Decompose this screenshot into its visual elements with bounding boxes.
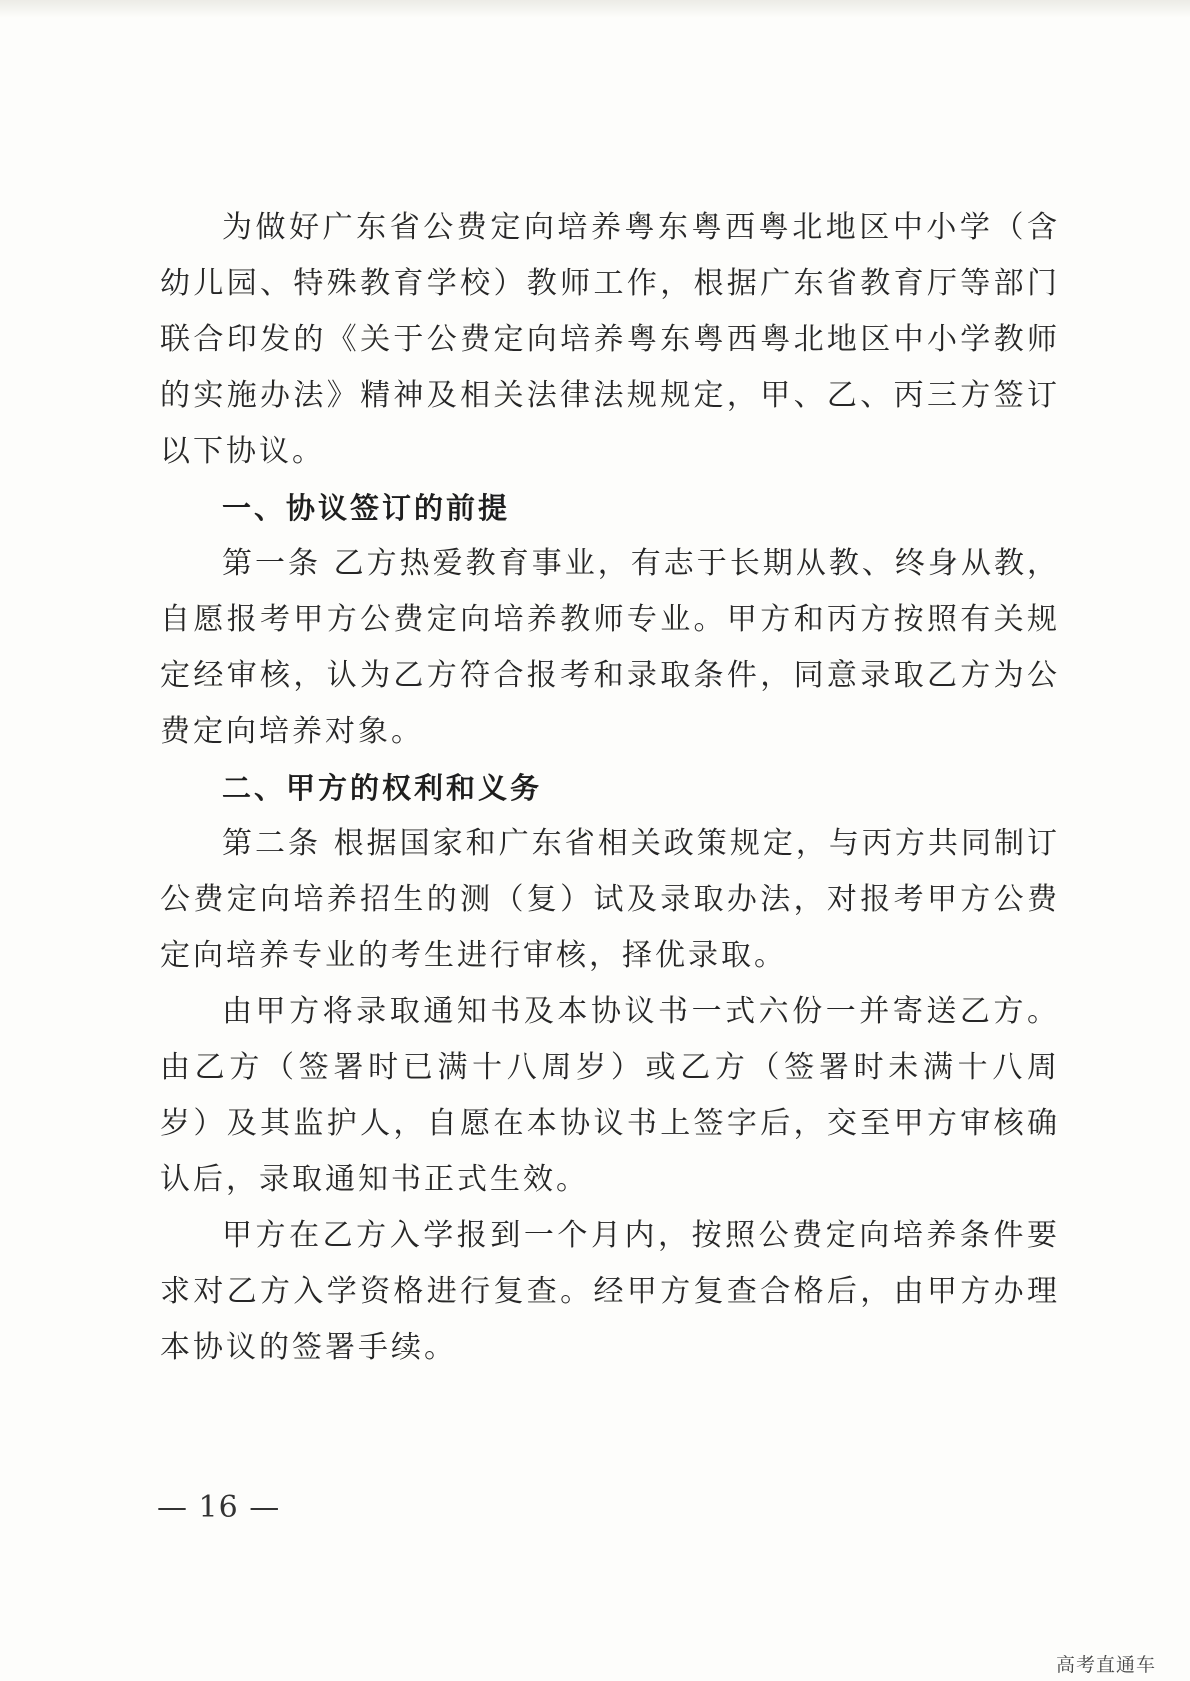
section-2-heading: 二、甲方的权利和义务	[222, 771, 543, 805]
page-number: — 16 —	[157, 1490, 281, 1525]
article-2-paragraph: 第二条 根据国家和广东省相关政策规定，与丙方共同制订公费定向培养招生的测（复）试及录取办法，对报考甲方公费定向培养专业的考生进行审核，择优录取。	[160, 826, 1060, 973]
qualification-review-paragraph: 甲方在乙方入学报到一个月内，按照公费定向培养条件要求对乙方入学资格进行复查。经甲方复查合格后，由甲方办理本协议的签署手续。	[160, 1218, 1060, 1365]
agreement-body	[160, 200, 1060, 1376]
article-1-paragraph: 第一条 乙方热爱教育事业，有志于长期从教、终身从教，自愿报考甲方公费定向培养教师专业。甲方和丙方按照有关规定经审核，认为乙方符合报考和录取条件，同意录取乙方为公费定向培养对象。	[160, 546, 1060, 749]
intro-paragraph: 为做好广东省公费定向培养粤东粤西粤北地区中小学（含幼儿园、特殊教育学校）教师工作，根据广东省教育厅等部门联合印发的《关于公费定向培养粤东粤西粤北地区中小学教师的实施办法》精神及相关法律法规规定，甲、乙、丙三方签订以下协议。	[160, 210, 1060, 469]
admission-notice-paragraph: 由甲方将录取通知书及本协议书一式六份一并寄送乙方。由乙方（签署时已满十八周岁）或乙方（签署时未满十八周岁）及其监护人，自愿在本协议书上签字后，交至甲方审核确认后，录取通知书正式生效。	[160, 994, 1060, 1197]
section-1-heading: 一、协议签订的前提	[222, 491, 511, 525]
source-watermark: 高考直通车	[1055, 1654, 1156, 1676]
scan-edge	[0, 0, 1190, 18]
